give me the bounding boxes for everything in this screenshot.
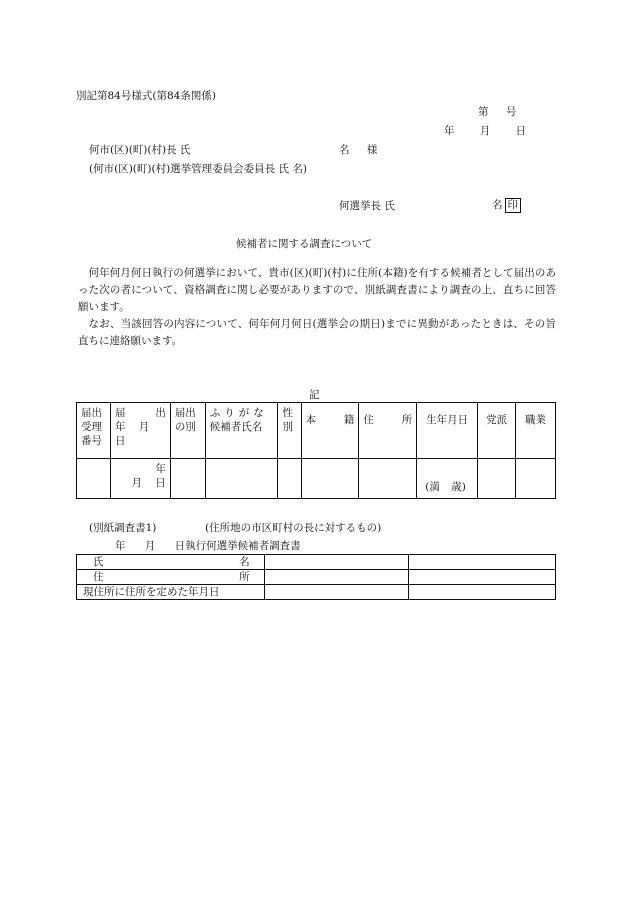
addressee-alt-line: (何市(区)(町)(村)選挙管理委員会委員長 氏 名)	[89, 163, 307, 175]
col-domicile: 本 籍	[301, 403, 359, 459]
sender-name-label: 名	[492, 199, 503, 211]
annex-label: (別紙調査書1)	[89, 522, 157, 534]
paragraph-2: なお、当該回答の内容について、何年何月何日(選挙会の期日)までに異動があったときは、その旨直ちに連絡願います。	[78, 318, 556, 347]
document-date: 年 月 日	[444, 125, 527, 137]
cell-occupation	[516, 459, 556, 499]
row-residence-date-extra	[409, 585, 556, 600]
candidate-table	[76, 402, 556, 499]
col-filing-date: 届 出 年 月 日	[110, 403, 170, 459]
row-residence-date-label: 現住所に住所を定めた年月日	[77, 585, 265, 600]
body-paragraphs	[78, 265, 556, 350]
ki-label: 記	[309, 389, 320, 401]
addressee-line: 何市(区)(町)(村)長 氏	[89, 144, 191, 156]
form-header: 別記第84号様式(第84条関係)	[76, 90, 216, 102]
row-address-label: 住 所	[77, 570, 265, 585]
row-address-extra	[409, 570, 556, 585]
survey-table	[76, 554, 556, 600]
cell-candidate-name	[205, 459, 277, 499]
row-address-value	[264, 570, 409, 585]
addressee-name: 名 様	[339, 144, 378, 156]
col-birth-date: 生年月日	[417, 403, 478, 459]
cell-filing-date: 年 月 日	[110, 459, 170, 499]
sender: 何選挙長 氏	[339, 200, 395, 212]
cell-domicile	[301, 459, 359, 499]
document-number: 第 号	[478, 106, 517, 118]
row-name-extra	[409, 555, 556, 570]
col-party: 党派	[478, 403, 516, 459]
sender-name	[492, 197, 521, 213]
col-sex: 性 別	[277, 403, 301, 459]
row-name-label: 氏 名	[77, 555, 265, 570]
col-address: 住 所	[359, 403, 417, 459]
annex-note: (住所地の市区町村の長に対するもの)	[205, 522, 382, 534]
cell-birth-date: (満 歳)	[417, 459, 478, 499]
paragraph-1: 何年何月何日執行の何選挙において、貴市(区)(町)(村)に住所(本籍)を有する候補者として届出のあった次の者について、資格調査に関し必要がありますので、別紙調査書により調査の上、直ちに回答願います。	[78, 267, 556, 313]
seal-icon: 印	[505, 198, 522, 213]
cell-receipt-number	[77, 459, 111, 499]
col-receipt-number: 届出 受理 番号	[77, 403, 111, 459]
col-filing-type: 届出 の別	[170, 403, 205, 459]
row-name-value	[264, 555, 409, 570]
row-residence-date-value	[264, 585, 409, 600]
col-candidate-name: ふりがな 候補者氏名	[205, 403, 277, 459]
cell-sex	[277, 459, 301, 499]
col-occupation: 職業	[516, 403, 556, 459]
cell-address	[359, 459, 417, 499]
cell-filing-type	[170, 459, 205, 499]
cell-party	[478, 459, 516, 499]
document-title: 候補者に関する調査について	[236, 238, 373, 250]
annex-title: 年 月 日執行何選挙候補者調査書	[115, 540, 301, 552]
